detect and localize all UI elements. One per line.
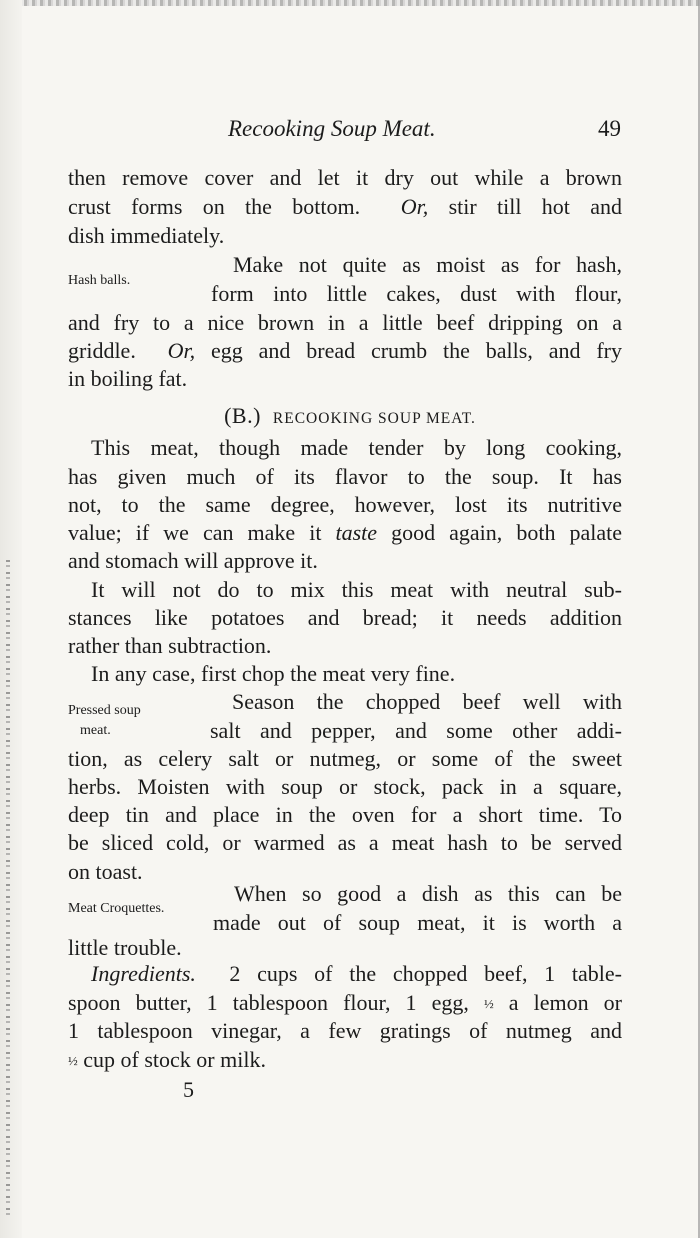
text-line: Season the chopped beef well with [232, 689, 622, 714]
text-line: deep tin and place in the oven for a short time. To [68, 802, 622, 827]
sidenote-pressed-soup: Pressed soup [68, 703, 141, 718]
text-span: griddle. [68, 338, 136, 363]
text-span: crust forms on the bottom. [68, 194, 361, 219]
text-line: then remove cover and let it dry out while a brown [68, 165, 622, 190]
text-line: form into little cakes, dust with flour, [211, 281, 622, 306]
sidenote-pressed-soup-meat: meat. [80, 723, 111, 738]
text-span: 2 cups of the chopped beef, 1 table- [229, 961, 622, 986]
emphasis-or: Or, [167, 338, 196, 363]
text-line: in boiling fat. [68, 366, 188, 391]
emphasis-or: Or, [400, 194, 429, 219]
running-title: Recooking Soup Meat. [228, 116, 436, 141]
fraction-half: ½ [68, 1053, 78, 1068]
section-number: (B.) [224, 403, 261, 428]
text-line: on toast. [68, 859, 143, 884]
text-line: made out of soup meat, it is worth a [213, 910, 622, 935]
text-line: This meat, though made tender by long cooking, [91, 435, 622, 460]
text-line: tion, as celery salt or nutmeg, or some of the sweet [68, 746, 622, 771]
text-line [68, 337, 622, 366]
text-line: be sliced cold, or warmed as a meat hash to be served [68, 830, 622, 855]
page-header [0, 116, 700, 146]
text-line: not, to the same degree, however, lost its nutritive [68, 492, 622, 517]
text-line: and fry to a nice brown in a little beef dripping on a [68, 310, 622, 335]
text-span: good again, both palate [391, 520, 623, 545]
sidenote-meat-croquettes: Meat Croquettes. [68, 901, 165, 916]
text-line [68, 1046, 622, 1075]
page-number: 49 [598, 116, 621, 141]
text-line: Make not quite as moist as for hash, [233, 252, 622, 277]
text-line: salt and pepper, and some other addi- [210, 718, 622, 743]
section-title: RECOOKING SOUP MEAT. [272, 410, 476, 427]
text-span: value; if we can make it [68, 520, 322, 545]
signature-mark: 5 [183, 1077, 194, 1102]
sidenote-hash-balls: Hash balls. [68, 273, 131, 288]
text-span: stir till hot and [448, 194, 622, 219]
text-line: and stomach will approve it. [68, 548, 318, 573]
text-line: 1 tablespoon vinegar, a few gratings of nutmeg and [68, 1018, 622, 1043]
text-line: little trouble. [68, 935, 182, 960]
text-line [68, 989, 622, 1018]
text-line: It will not do to mix this meat with neutral sub- [91, 577, 622, 602]
text-line: In any case, first chop the meat very fine. [91, 661, 456, 686]
top-edge-rule [0, 0, 700, 6]
fraction-half: ½ [483, 996, 494, 1011]
text-line: has given much of its flavor to the soup. It has [68, 464, 622, 489]
emphasis-taste: taste [335, 520, 378, 545]
emphasis-ingredients: Ingredients. [91, 961, 196, 986]
text-line: rather than subtraction. [68, 633, 272, 658]
text-line [68, 519, 622, 548]
text-span: cup of stock or milk. [83, 1047, 266, 1072]
binding-edge [0, 0, 22, 1238]
binding-stitch [6, 560, 10, 1220]
text-span: egg and bread crumb the balls, and fry [210, 338, 623, 363]
text-line: dish immediately. [68, 223, 225, 248]
text-line: When so good a dish as this can be [234, 881, 622, 906]
text-line [68, 193, 622, 222]
text-span: a lemon or [508, 990, 622, 1015]
text-line [91, 960, 622, 989]
text-span: spoon butter, 1 tablespoon flour, 1 egg, [68, 990, 469, 1015]
text-line: herbs. Moisten with soup or stock, pack in a square, [68, 774, 622, 799]
text-line: stances like potatoes and bread; it needs addition [68, 605, 622, 630]
section-heading [0, 402, 700, 433]
